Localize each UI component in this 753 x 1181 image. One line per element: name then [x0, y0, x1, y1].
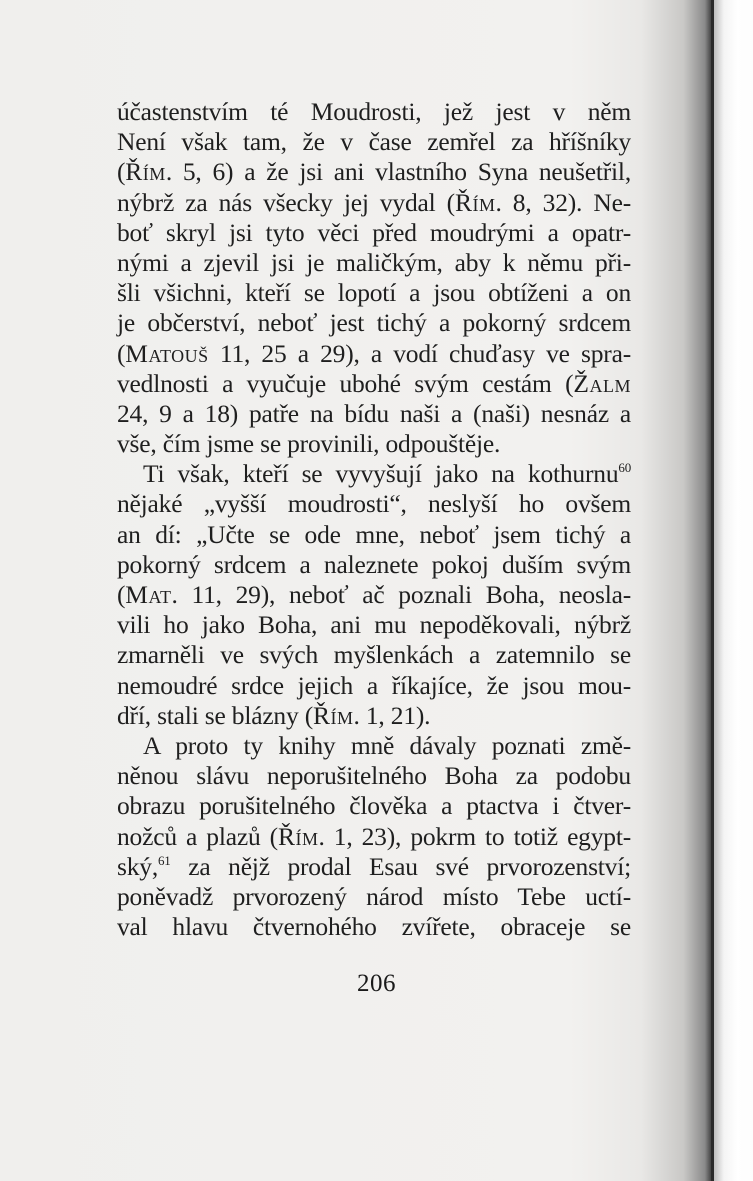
scripture-reference: Řím: [454, 187, 496, 217]
text-segment: boť skryl jsi tyto věci před moudrými a opatr-: [117, 217, 631, 247]
footnote-marker: 61: [158, 852, 171, 868]
text-line: [117, 97, 631, 127]
text-line: [117, 701, 631, 731]
text-segment: za nějž prodal Esau své prvorozenství;: [170, 851, 631, 881]
text-line: [117, 459, 631, 489]
text-segment: nýbrž za nás všecky jej vydal (: [117, 187, 455, 217]
text-line: [117, 791, 631, 821]
text-segment: nějaké „vyšší moudrosti“, neslyší ho ovšem: [117, 489, 631, 519]
text-segment: dří, stali se blázny (: [117, 700, 314, 730]
footnote-marker: 60: [618, 460, 631, 476]
text-line: [117, 489, 631, 519]
text-segment: nemoudré srdce jejich a říkajíce, že jsou mou-: [117, 670, 631, 700]
text-segment: účastenstvím té Moudrosti, jež jest v něm: [117, 97, 631, 126]
text-line: [117, 580, 631, 610]
text-line: [117, 671, 631, 701]
text-segment: val hlavu čtvernohého zvířete, obraceje se: [117, 912, 631, 942]
text-segment: 24, 9 a 18) patře na bídu naši a (naši) nesnáz a: [117, 398, 631, 428]
text-line: [117, 218, 631, 248]
scripture-reference: Řím: [125, 157, 166, 187]
scripture-reference: Mat: [125, 580, 172, 609]
text-line: [117, 761, 631, 791]
scripture-reference: Žalm: [573, 368, 631, 398]
text-segment: . 8, 32). Ne-: [495, 187, 631, 217]
text-line: [117, 882, 631, 912]
scripture-reference: Matouš: [125, 338, 209, 368]
text-line: [117, 550, 631, 580]
text-segment: obrazu porušitelného člověka a ptactva i čtver-: [117, 791, 631, 821]
text-line: [117, 399, 631, 429]
body-text: [117, 97, 631, 942]
text-segment: ský,: [117, 851, 158, 881]
text-line: [117, 640, 631, 670]
text-line: [117, 731, 631, 761]
scripture-reference: Řím: [277, 821, 319, 851]
text-segment: (: [117, 157, 126, 187]
text-segment: . 1, 21).: [353, 700, 431, 730]
text-segment: an dí: „Učte se ode mne, neboť jsem tichý a: [117, 519, 631, 549]
text-line: [117, 912, 631, 942]
text-line: [117, 308, 631, 338]
text-segment: Ti však, kteří se vyvyšují jako na kothurnu: [143, 459, 619, 489]
text-segment: A proto ty knihy mně dávaly poznati změ-: [143, 730, 631, 760]
text-line: [117, 429, 631, 459]
text-line: [117, 610, 631, 640]
text-line: [117, 369, 631, 399]
text-segment: je občerství, neboť jest tichý a pokorný srdcem: [117, 308, 631, 338]
text-segment: nými a zjevil jsi je maličkým, aby k němu při-: [117, 247, 631, 277]
text-segment: šli všichni, kteří se lopotí a jsou obtíženi a on: [117, 278, 631, 308]
text-line: [117, 127, 631, 157]
text-segment: poněvadž prvorozený národ místo Tebe uctí-: [117, 881, 631, 911]
text-segment: . 5, 6) a že jsi ani vlastního Syna neušetřil,: [165, 157, 631, 187]
text-line: [117, 520, 631, 550]
text-segment: nožců a plazů (: [117, 821, 278, 851]
scripture-reference: Řím: [313, 700, 354, 730]
text-segment: (: [117, 338, 126, 368]
page-number: 206: [357, 970, 396, 997]
page-edge: [714, 0, 753, 1181]
text-segment: vili ho jako Boha, ani mu nepoděkovali, nýbrž: [117, 610, 631, 640]
text-line: [117, 339, 631, 369]
text-segment: . 11, 29), neboť ač poznali Boha, neosla-: [171, 580, 631, 609]
text-line: [117, 188, 631, 218]
text-segment: . 1, 23), pokrm to totiž egypt-: [318, 821, 632, 851]
text-segment: 11, 25 a 29), a vodí chuďasy ve spra-: [208, 338, 631, 368]
text-line: [117, 248, 631, 278]
text-segment: vše, čím jsme se provinili, odpouštěje.: [117, 429, 501, 459]
text-line: [117, 157, 631, 187]
text-segment: pokorný srdcem a naleznete pokoj duším svým: [117, 549, 631, 579]
text-line: [117, 278, 631, 308]
text-segment: (: [117, 580, 126, 609]
text-segment: Není však tam, že v čase zemřel za hříšníky: [117, 127, 631, 157]
text-segment: něnou slávu neporušitelného Boha za podobu: [117, 761, 631, 791]
text-segment: vedlnosti a vyučuje ubohé svým cestám (: [117, 368, 574, 398]
text-segment: zmarněli ve svých myšlenkách a zatemnilo se: [117, 640, 631, 670]
text-line: [117, 852, 631, 882]
text-line: [117, 822, 631, 852]
